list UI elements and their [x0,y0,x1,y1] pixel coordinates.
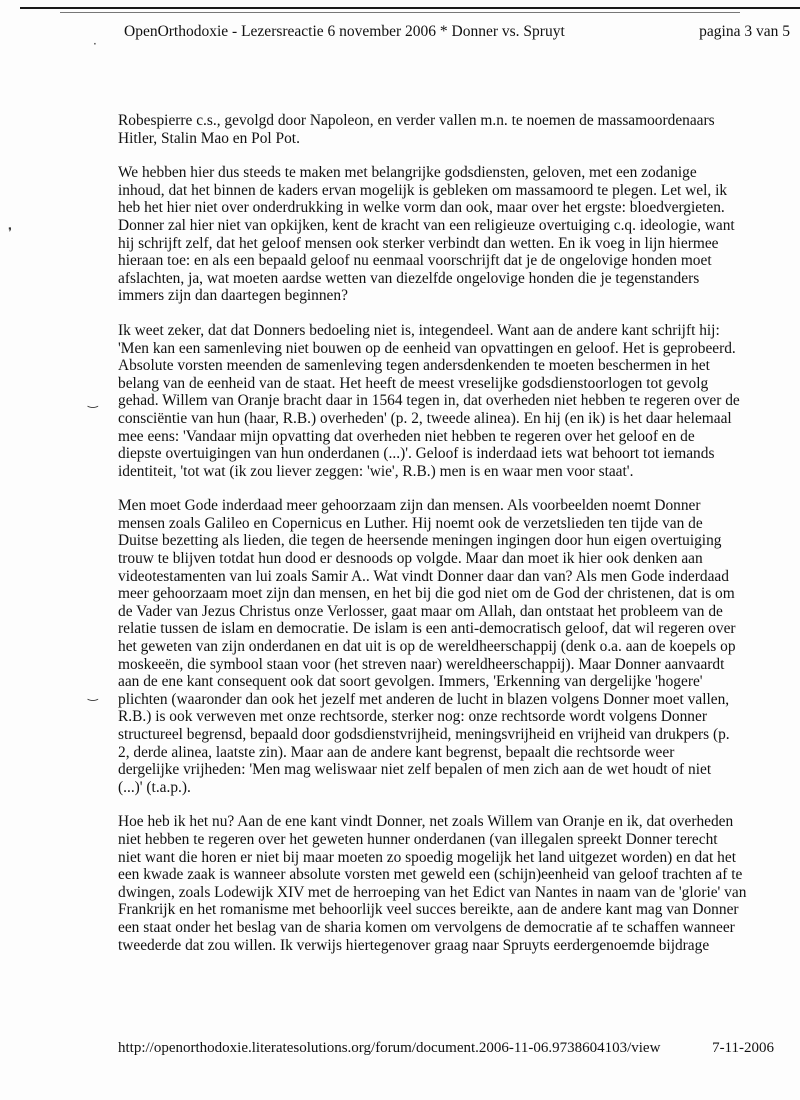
top-border-rule [20,7,800,9]
text-line: diepste overtuigingen van hun onderdanen (...)'. Geloof is inderdaad iets wat behoort tot iemands [118,445,715,463]
text-line: relatie tussen de islam en democratie. De islam is een anti-democratisch geloof, dat wil regeren over [118,620,736,638]
text-line: de Vader van Jezus Christus onze Verlosser, gaat maar om Allah, dan ontstaat het probleem van de [118,602,723,620]
header-title: OpenOrthodoxie - Lezersreactie 6 november 2006 * Donner vs. Spruyt [124,23,565,40]
text-line: mee eens: 'Vandaar mijn opvatting dat overheden niet hebben te regeren over het geloof en de [118,427,695,445]
text-line: immers zijn dan daartegen beginnen? [118,287,348,305]
text-line: aan de ene kant consequent ook dat soort gevolgen. Immers, 'Erkenning van dergelijke 'hogere' [118,673,703,691]
top-border-rule-secondary [60,12,740,13]
text-line: niet hebben te regeren over het geweten hunner onderdanen (van illegalen spreekt Donner terecht [118,830,718,848]
text-line: We hebben hier dus steeds te maken met belangrijke godsdiensten, geloven, met een zodanige [118,164,697,182]
text-line: het geweten van zijn onderdanen en dat uit is op de wereldheerschappij (denk o.a. aan de koepels op [118,638,736,656]
scan-speck-mark: · [93,37,97,51]
text-line: 'Men kan een samenleving niet bouwen op de eenheid van opvattingen en geloof. Het is geprobeerd. [118,339,736,357]
text-line: heb het hier niet over onderdrukking in welke vorm dan ook, maar over het ergste: bloedvergieten. [118,199,725,217]
paragraph [118,813,770,954]
footer-url: http://openorthodoxie.literatesolutions.org/forum/document.2006-11-06.9738604103/view [118,1040,661,1056]
text-line: (...)' (t.a.p.). [118,778,191,796]
paragraph [118,112,770,147]
text-line: plichten (waaronder dan ook het jezelf met anderen de lucht in blazen volgens Donner moet vallen, [118,690,730,708]
page-number: pagina 3 van 5 [699,23,790,40]
text-line: Absolute vorsten meenden de samenleving tegen andersdenkenden te moeten beschermen in het [118,357,710,375]
text-line: Frankrijk en het romanisme met behoorlijk veel succes bereikte, aan de andere kant mag van Donner [118,901,739,919]
text-line: niet want die horen er niet bij maar moeten zo spoedig mogelijk het land uitgezet worden) en dat het [118,848,736,866]
paragraph [118,164,770,305]
text-line: belang van de eenheid van de staat. Het heeft de meest vreselijke godsdienstoorlogen tot gevolg [118,374,709,392]
text-line: 2, derde alinea, laatste zin). Maar aan de andere kant begrenst, bepaalt die rechtsorde weer [118,743,675,761]
text-line: structureel begrensd, bepaald door godsdienstvrijheid, meningsvrijheid en vrijheid van drukpers (p. [118,726,730,743]
text-line: dergelijke vrijheden: 'Men mag weliswaar niet zelf bepalen of men zich aan de wet houdt of niet [118,761,712,779]
text-line: gehad. Willem van Oranje bracht daar in 1564 tegen in, dat overheden niet hebben te regeren over de [118,392,740,410]
scan-speck-mark: ❜ [8,225,12,239]
text-line: Donner zal hier niet van opkijken, kent de kracht van een religieuze overtuiging c.q. ideologie, want [118,216,735,234]
text-line: trouw te blijven totdat hun dood er desnoods op volgde. Maar dan moet ik hier ook denken aan [118,550,703,568]
text-line: videotestamenten van lui zoals Samir A.. Wat vindt Donner daar dan van? Als men Gode inderdaad [118,567,729,585]
text-line: afslachten, ja, wat moeten aardse wetten van diezelfde ongelovige honden die je tegenstanders [118,269,700,287]
text-line: R.B.) is ook verweven met onze rechtsorde, sterker nog: onze rechtsorde wordt volgens Donner [118,708,707,726]
footer-date: 7-11-2006 [712,1040,774,1056]
text-line: mensen zoals Galileo en Copernicus en Luther. Hij noemt ook de verzetslieden ten tijde van de [118,514,703,532]
text-line: een kwade zaak is wanneer absolute vorsten met geweld een (schijn)eenheid van geloof trachten af te [118,866,743,884]
paragraph [118,322,770,480]
text-line: moskeeën, die symbool staan voor (het streven naar) wereldheerschappij). Maar Donner aanvaardt [118,655,725,673]
text-line: consciëntie van hun (haar, R.B.) overheden' (p. 2, tweede alinea). En hij (en ik) is het daar helemaal [118,409,732,427]
text-line: Robespierre c.s., gevolgd door Napoleon, en verder vallen m.n. te noemen de massamoordenaars [118,112,715,129]
margin-dash-mark: ‿ [88,687,98,701]
text-line: hij schrijft zelf, dat het geloof mensen ook sterker verbindt dan wetten. En ik voeg in lijn hiermee [118,234,719,252]
text-line: dwingen, zoals Lodewijk XIV met de herroeping van het Edict van Nantes in naam van de 'glorie' van [118,883,747,901]
text-line: meer gehoorzaam moet zijn dan mensen, en het bij die god niet om de God der christenen, dat is om [118,585,735,603]
margin-dash-mark: ‿ [88,394,98,408]
text-line: inhoud, dat het binnen de kaders ervan mogelijk is gebleken om massamoord te plegen. Let wel, ik [118,181,728,199]
text-line: Men moet Gode inderdaad meer gehoorzaam zijn dan mensen. Als voorbeelden noemt Donner [118,497,701,515]
text-line: Hitler, Stalin Mao en Pol Pot. [118,129,300,147]
text-line: Ik weet zeker, dat dat Donners bedoeling niet is, integendeel. Want aan de andere kant schrijft hij: [118,321,720,339]
text-line: hieraan toe: en als een bepaald geloof nu eenmaal voorschrijft dat je de ongelovige honden moet [118,252,712,270]
text-line: Hoe heb ik het nu? Aan de ene kant vindt Donner, net zoals Willem van Oranje en ik, dat overheden [118,813,734,831]
text-line: een staat onder het beslag van de sharia komen om vervolgens de democratie af te schaffen wanneer [118,918,735,936]
text-line: Duitse bezetting als lieden, die tegen de heersende meningen ingingen door hun eigen overtuiging [118,532,722,550]
text-line: identiteit, 'tot wat (ik zou liever zeggen: 'wie', R.B.) men is en waar men voor staat'. [118,462,634,480]
text-line: tweederde dat zou willen. Ik verwijs hiertegenover graag naar Spruyts eerdergenoemde bijdrage [118,936,710,954]
letter-body [118,112,770,971]
paragraph [118,497,770,796]
